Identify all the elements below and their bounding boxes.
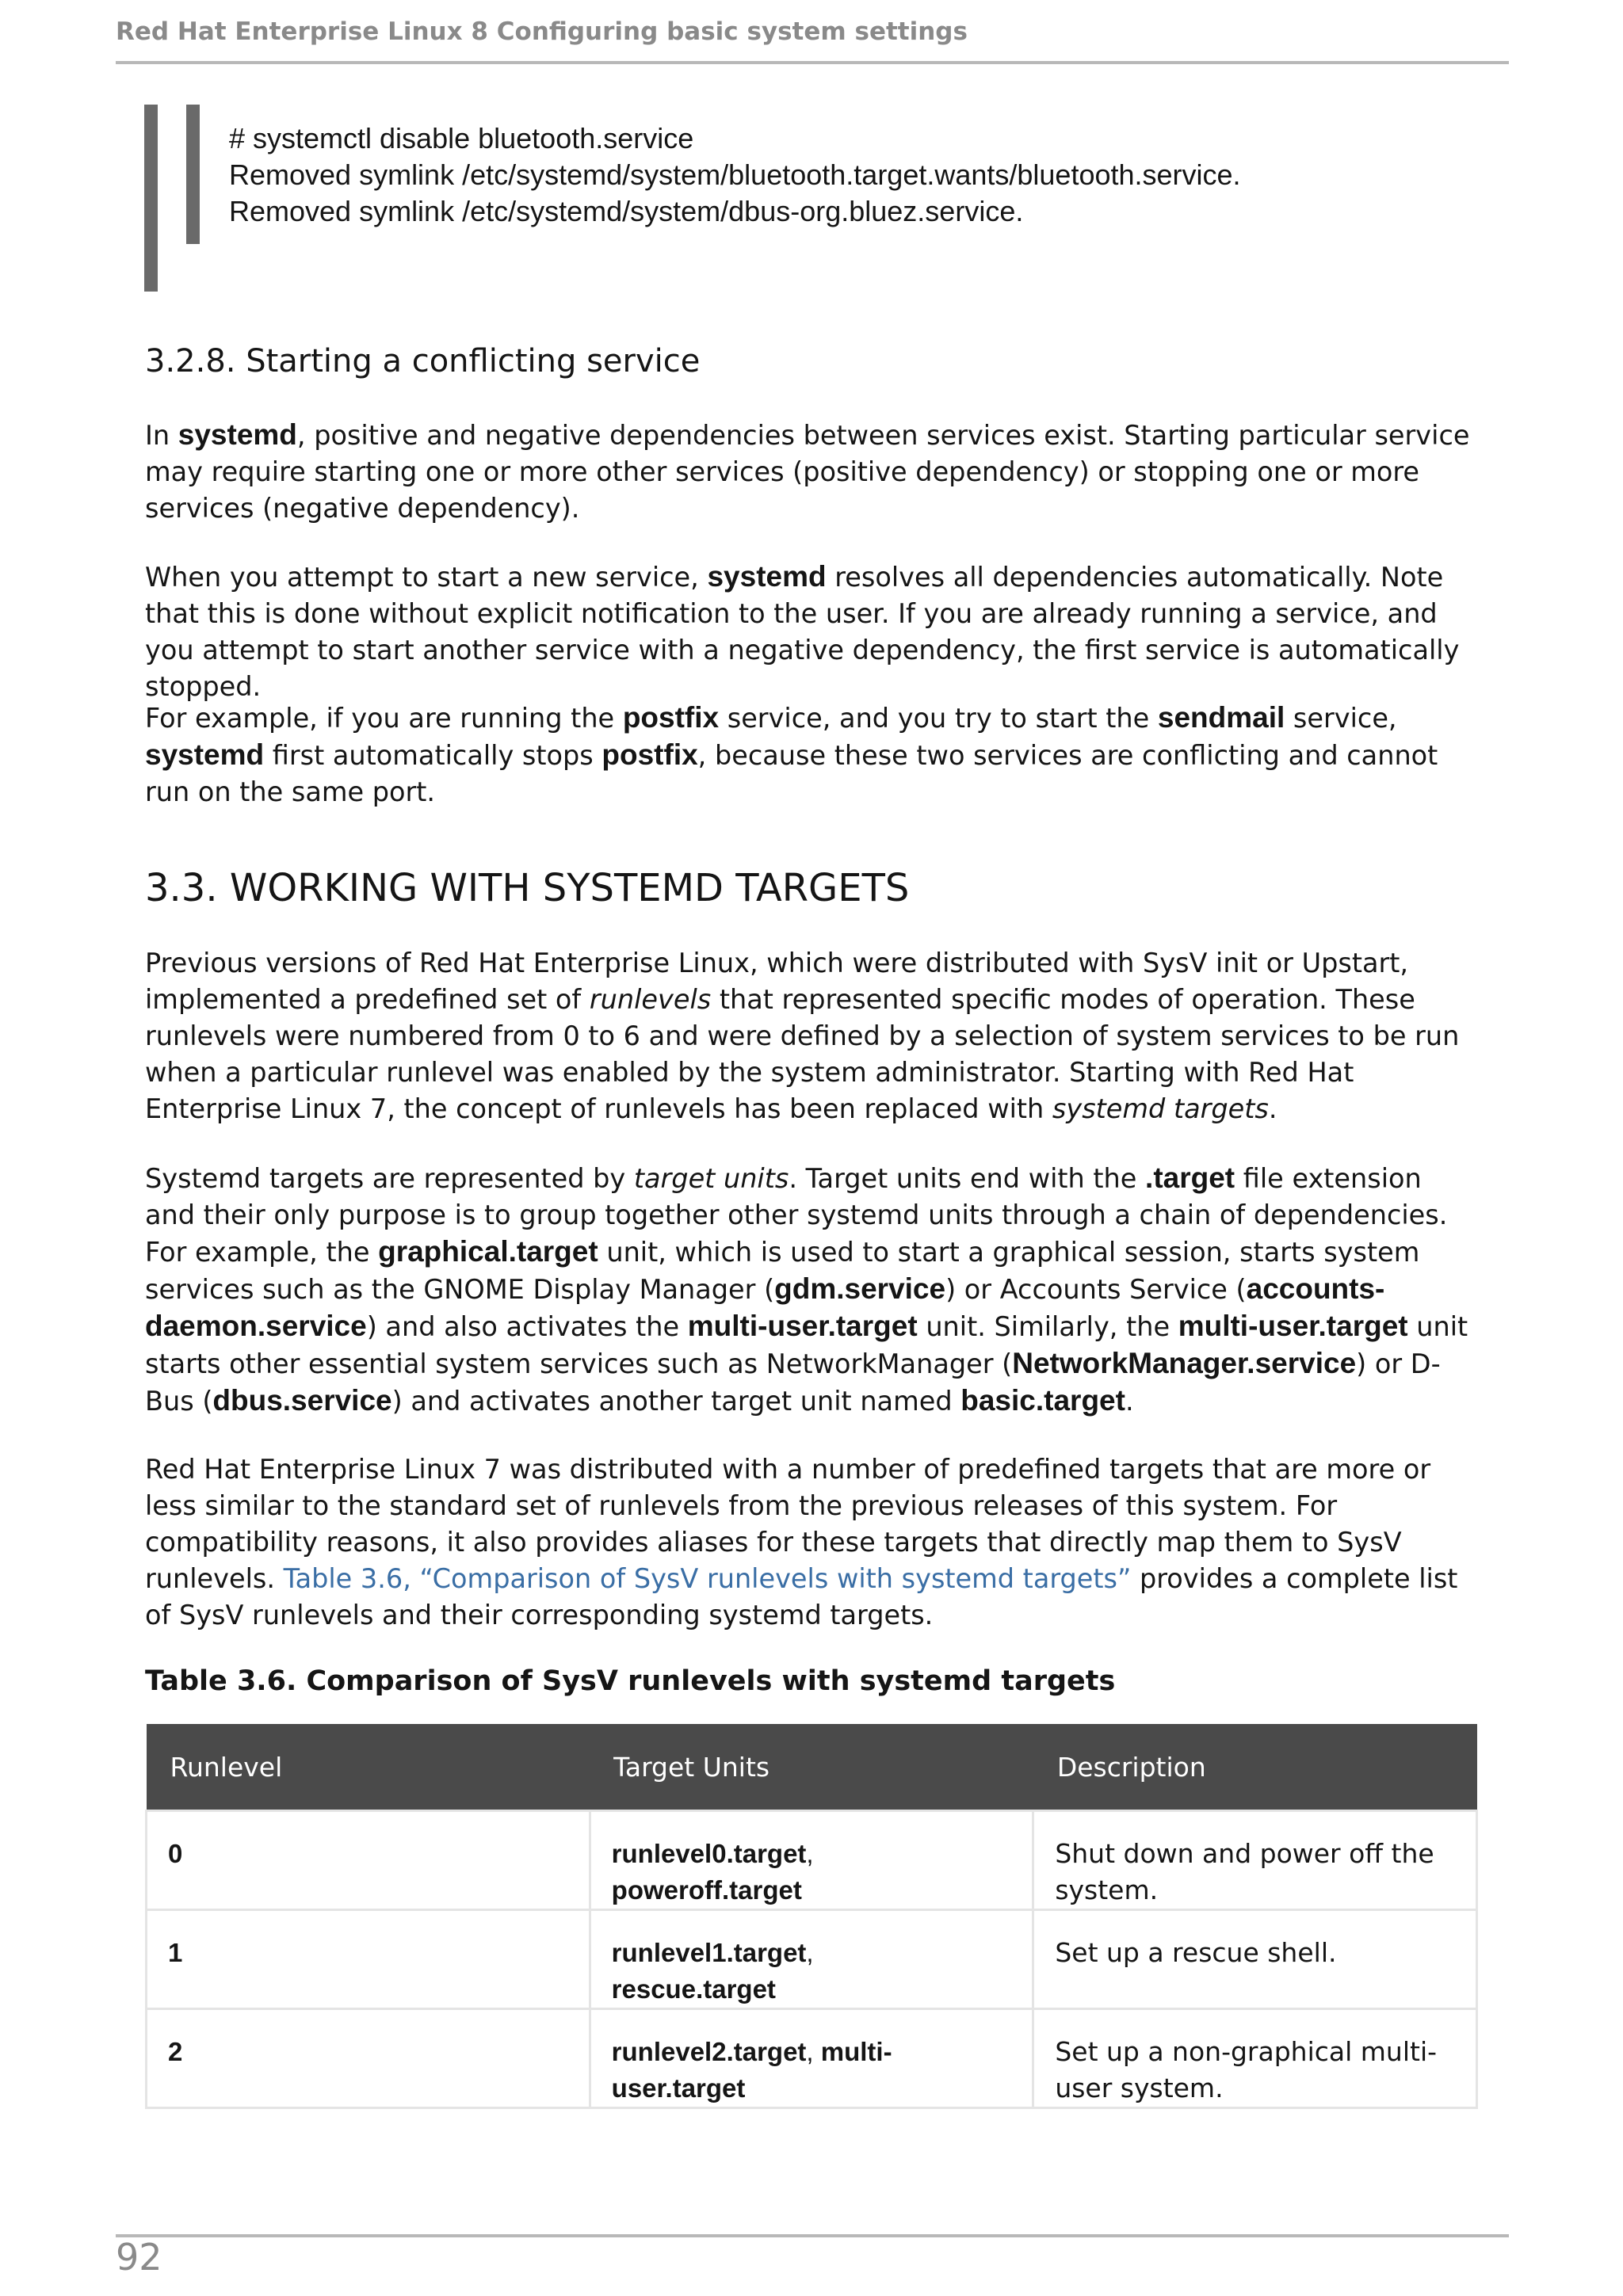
table-row — [147, 2009, 1477, 2108]
inline-code: gdm.service — [774, 1272, 946, 1305]
inline-code: multi-user.target — [687, 1310, 918, 1342]
table-row — [147, 1910, 1477, 2009]
table-caption: Table 3.6. Comparison of SysV runlevels with systemd targets — [145, 1665, 1116, 1697]
description-cell: Set up a rescue shell. — [1033, 1910, 1477, 2009]
inline-code: accounts-daemon.service — [145, 1272, 1385, 1342]
paragraph: When you attempt to start a new service, systemd resolves all dependencies automatically. Note that this is done without explicit notification to the user. If you are already running a service, and you attempt to start another service with a negative dependency, the first service is automatically stopped. — [145, 560, 1460, 702]
inline-code: multi-user.target — [1178, 1310, 1408, 1342]
target-units-cell: runlevel1.target, rescue.target — [590, 1910, 1033, 2009]
inline-code: systemd — [145, 738, 265, 771]
page-number: 92 — [116, 2236, 162, 2279]
inline-code: systemd — [178, 418, 297, 451]
column-header: Runlevel — [147, 1724, 590, 1811]
inline-code: .target — [1145, 1161, 1235, 1194]
runlevel-cell: 0 — [147, 1811, 590, 1910]
paragraph: In systemd, positive and negative dependencies between services exist. Starting particular service may require starting one or more other services (positive dependency) or stopping one or more services (negative dependency). — [145, 418, 1470, 524]
paragraph: Previous versions of Red Hat Enterprise Linux, which were distributed with SysV init or Upstart, implemented a predefined set of runlevels that represented specific modes of operation. These runlevels were numbered from 0 to 6 and were defined by a selection of system services to be run when a particular runlevel was enabled by the system administrator. Starting with Red Hat Enterprise Linux 7, the concept of runlevels has been replaced with systemd targets. — [145, 948, 1460, 1124]
section-heading-3-2-8: 3.2.8. Starting a conflicting service — [145, 343, 701, 379]
inline-code: basic.target — [960, 1384, 1125, 1417]
code-bar-outer — [144, 105, 158, 292]
inline-code: sendmail — [1157, 701, 1285, 734]
runlevel-cell: 2 — [147, 2009, 590, 2108]
inline-code: postfix — [601, 738, 698, 771]
description-cell: Set up a non-graphical multi-user system. — [1033, 2009, 1477, 2108]
inline-code: graphical.target — [378, 1235, 598, 1268]
table-row — [147, 1811, 1477, 1910]
code-lines — [229, 120, 1241, 230]
code-line: # systemctl disable bluetooth.service — [229, 122, 694, 154]
code-line: Removed symlink /etc/systemd/system/dbus-org.bluez.service. — [229, 195, 1024, 227]
table-cross-reference-link[interactable]: Table 3.6, “Comparison of SysV runlevels with systemd targets” — [283, 1563, 1132, 1594]
inline-code: NetworkManager.service — [1012, 1347, 1357, 1379]
target-units-cell: runlevel0.target, poweroff.target — [590, 1811, 1033, 1910]
column-header: Description — [1033, 1724, 1477, 1811]
table-header-row — [147, 1724, 1477, 1811]
runlevel-cell: 1 — [147, 1910, 590, 2009]
paragraph: Systemd targets are represented by target units. Target units end with the .target file extension and their only purpose is to group together other systemd units through a chain of dependencies. For example, the graphical.target unit, which is used to start a graphical session, starts system services such as the GNOME Display Manager (gdm.service) or Accounts Service (accounts-daemon.service) and also activates the multi-user.target unit. Similarly, the multi-user.target unit starts other essential system services such as NetworkManager (NetworkManager.service) or D-Bus (dbus.service) and activates another target unit named basic.target. — [145, 1161, 1468, 1417]
paragraph: For example, if you are running the postfix service, and you try to start the sendmail service, systemd first automatically stops postfix, because these two services are conflicting and cannot run on the same port. — [145, 701, 1438, 807]
code-line: Removed symlink /etc/systemd/system/bluetooth.target.wants/bluetooth.service. — [229, 158, 1241, 191]
paragraph: Red Hat Enterprise Linux 7 was distributed with a number of predefined targets that are more or less similar to the standard set of runlevels from the previous releases of this system. For compatibility reasons, it also provides aliases for these targets that directly map them to SysV runlevels. Table 3.6, “Comparison of SysV runlevels with systemd targets” provides a complete list of SysV runlevels and their corresponding systemd targets. — [145, 1454, 1458, 1630]
target-units-cell: runlevel2.target, multi-user.target — [590, 2009, 1033, 2108]
footer-rule — [116, 2234, 1509, 2237]
description-cell: Shut down and power off the system. — [1033, 1811, 1477, 1910]
column-header: Target Units — [590, 1724, 1033, 1811]
header-rule — [116, 61, 1509, 64]
inline-code: postfix — [622, 701, 720, 734]
inline-code: systemd — [707, 560, 827, 593]
code-bar-inner — [186, 105, 200, 244]
running-header: Red Hat Enterprise Linux 8 Configuring basic system settings — [116, 17, 968, 46]
runlevel-comparison-table — [145, 1724, 1478, 2109]
inline-code: dbus.service — [212, 1384, 392, 1417]
section-heading-3-3: 3.3. WORKING WITH SYSTEMD TARGETS — [145, 866, 910, 910]
code-block — [144, 105, 1333, 292]
